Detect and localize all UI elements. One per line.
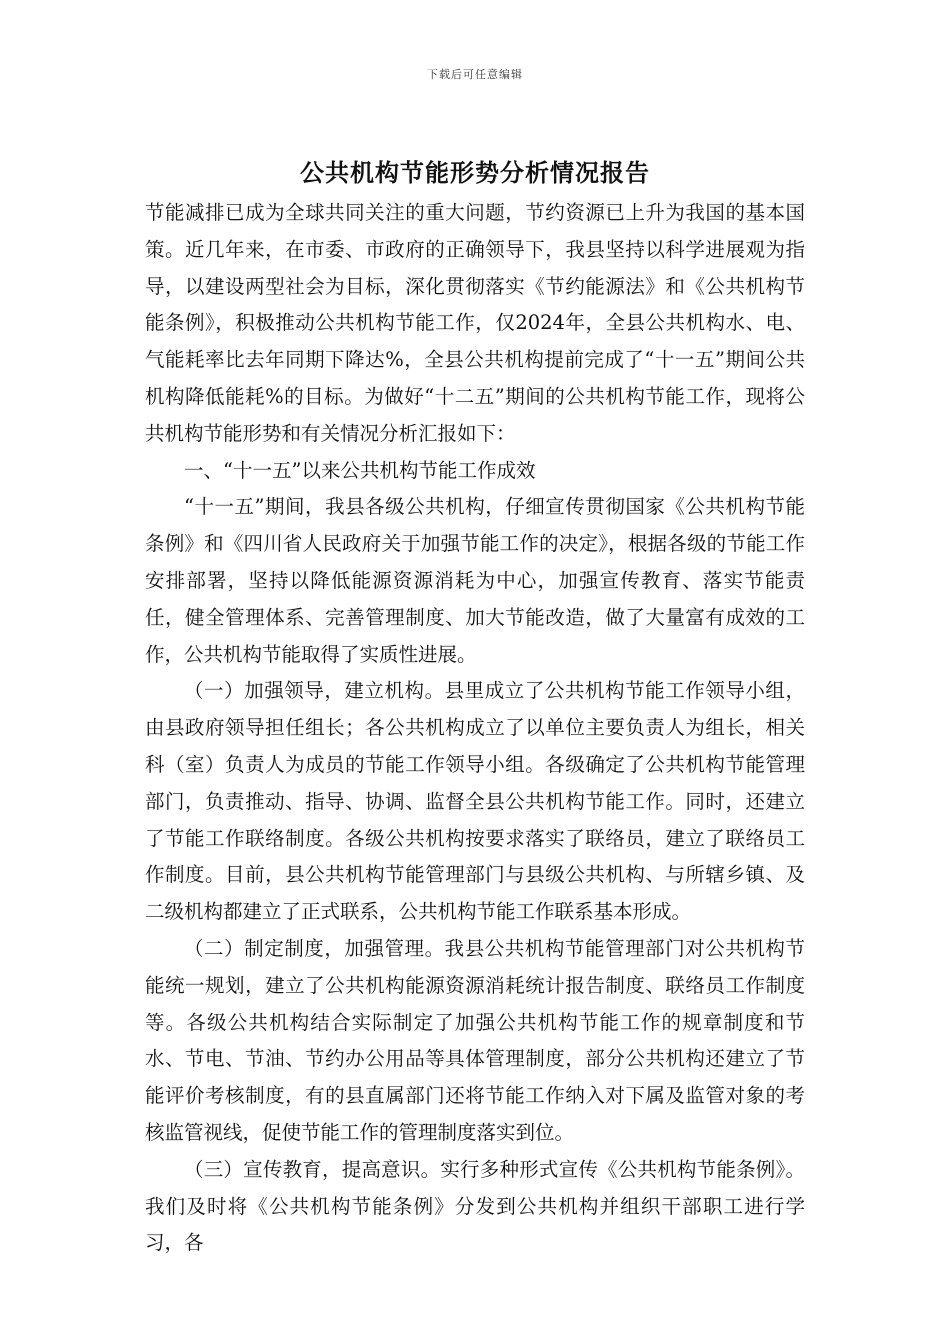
- section-heading: 一、“十一五”以来公共机构节能工作成效: [184, 458, 536, 482]
- body-paragraph: （一）加强领导，建立机构。县里成立了公共机构节能工作领导小组，由县政府领导担任组长；各公共机构成立了以单位主要负责人为组长，相关科（室）负责人为成员的节能工作领导小组。各级确定了公共机构节能管理部门，负责推动、指导、协调、监督全县公共机构节能工作。同时，还建立了节能工作联络制度。各级公共机构按要求落实了联络员，建立了联络员工作制度。目前，县公共机构节能管理部门与县级公共机构、与所辖乡镇、及二级机构都建立了正式联系，公共机构节能工作联系基本形成。: [145, 679, 805, 924]
- body-paragraph: “十一五”期间，我县各级公共机构，仔细宣传贯彻国家《公共机构节能条例》和《四川省人民政府关于加强节能工作的决定》，根据各级的节能工作安排部署，坚持以降低能源资源消耗为中心，加强宣传教育、落实节能责任，健全管理体系、完善管理制度、加大节能改造，做了大量富有成效的工作，公共机构节能取得了实质性进展。: [145, 495, 805, 666]
- document-title: 公共机构节能形势分析情况报告: [300, 158, 650, 187]
- document-body: [145, 195, 805, 1262]
- body-paragraph: （三）宣传教育，提高意识。实行多种形式宣传《公共机构节能条例》。我们及时将《公共机构节能条例》分发到公共机构并组织干部职工进行学习，各: [145, 1157, 805, 1255]
- header-note: 下载后可任意编辑: [427, 68, 523, 81]
- intro-paragraph: 节能减排已成为全球共同关注的重大问题，节约资源已上升为我国的基本国策。近几年来，在市委、市政府的正确领导下，我县坚持以科学进展观为指导，以建设两型社会为目标，深化贯彻落实《节约能源法》和《公共机构节能条例》，积极推动公共机构节能工作，仅2024年，全县公共机构水、电、气能耗率比去年同期下降达%，全县公共机构提前完成了“十一五”期间公共机构降低能耗%的目标。为做好“十二五”期间的公共机构节能工作，现将公共机构节能形势和有关情况分析汇报如下：: [145, 201, 805, 445]
- body-paragraph: （二）制定制度，加强管理。我县公共机构节能管理部门对公共机构节能统一规划，建立了公共机构能源资源消耗统计报告制度、联络员工作制度等。各级公共机构结合实际制定了加强公共机构节能工作的规章制度和节水、节电、节油、节约办公用品等具体管理制度，部分公共机构还建立了节能评价考核制度，有的县直属部门还将节能工作纳入对下属及监管对象的考核监管视线，促使节能工作的管理制度落实到位。: [145, 936, 805, 1144]
